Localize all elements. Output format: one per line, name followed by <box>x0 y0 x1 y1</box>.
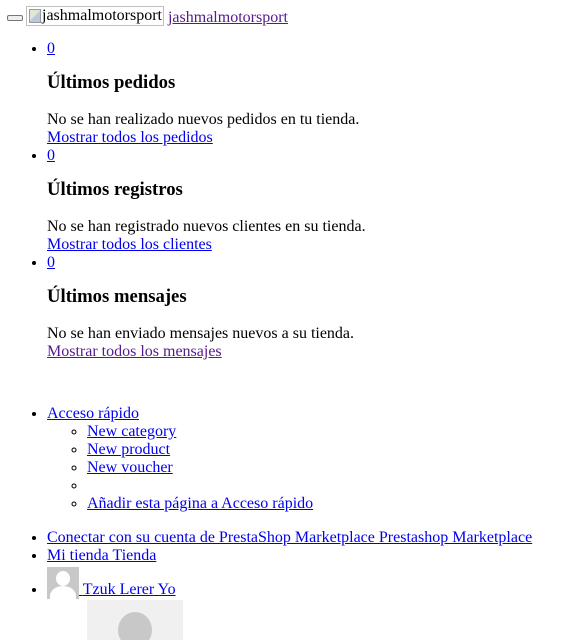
customers-message: No se han registrado nuevos clientes en su tienda. <box>47 218 366 235</box>
new-product-link[interactable]: New product <box>87 441 171 458</box>
messages-title: Últimos mensajes <box>47 286 187 307</box>
header-nav-list <box>0 40 557 361</box>
marketplace-connect-link[interactable]: Conectar con su cuenta de PrestaShop Marketplace Prestashop Marketplace <box>47 529 533 546</box>
user-avatar-icon <box>47 567 79 599</box>
employee-item <box>47 567 557 599</box>
logo-alt-text: jashmalmotorsport <box>42 7 162 24</box>
messages-count-link[interactable]: 0 <box>47 254 55 271</box>
employee-avatar-large-icon <box>87 600 183 640</box>
new-voucher-link[interactable]: New voucher <box>87 459 173 476</box>
customers-count-link[interactable]: 0 <box>47 147 55 164</box>
show-all-messages-link[interactable]: Mostrar todos los mensajes <box>47 343 222 360</box>
top-bar <box>7 6 288 32</box>
show-all-customers-link[interactable]: Mostrar todos los clientes <box>47 236 212 253</box>
quick-access-list <box>0 405 557 513</box>
account-list <box>0 529 557 599</box>
brand-link[interactable]: jashmalmotorsport <box>167 9 288 26</box>
broken-image-icon <box>29 9 41 23</box>
quick-access-link[interactable]: Acceso rápido <box>47 405 139 422</box>
logo-image[interactable] <box>26 6 164 26</box>
quick-access-submenu <box>47 423 557 513</box>
notification-orders <box>47 40 557 147</box>
quick-access-item <box>87 423 557 441</box>
marketplace-item <box>47 529 557 547</box>
quick-access-menu <box>47 405 557 513</box>
quick-access-item <box>87 459 557 477</box>
notification-messages <box>47 254 557 361</box>
my-store-link[interactable]: Mi tienda Tienda <box>47 547 157 564</box>
notification-customers <box>47 147 557 254</box>
new-category-link[interactable]: New category <box>87 423 177 440</box>
my-store-item <box>47 547 557 565</box>
messages-message: No se han enviado mensajes nuevos a su tienda. <box>47 325 355 342</box>
quick-access-item <box>87 477 557 495</box>
add-page-to-quick-access-link[interactable]: Añadir esta página a Acceso rápido <box>87 495 314 512</box>
orders-count-link[interactable]: 0 <box>47 40 55 57</box>
quick-access-item <box>87 441 557 459</box>
orders-message: No se han realizado nuevos pedidos en tu tienda. <box>47 111 360 128</box>
employee-name: Tzuk Lerer Yo <box>82 581 176 598</box>
quick-access-item <box>87 495 557 513</box>
customers-title: Últimos registros <box>47 179 183 200</box>
menu-toggle-button[interactable] <box>7 15 23 21</box>
show-all-orders-link[interactable]: Mostrar todos los pedidos <box>47 129 213 146</box>
employee-link[interactable] <box>47 581 176 598</box>
orders-title: Últimos pedidos <box>47 72 176 93</box>
